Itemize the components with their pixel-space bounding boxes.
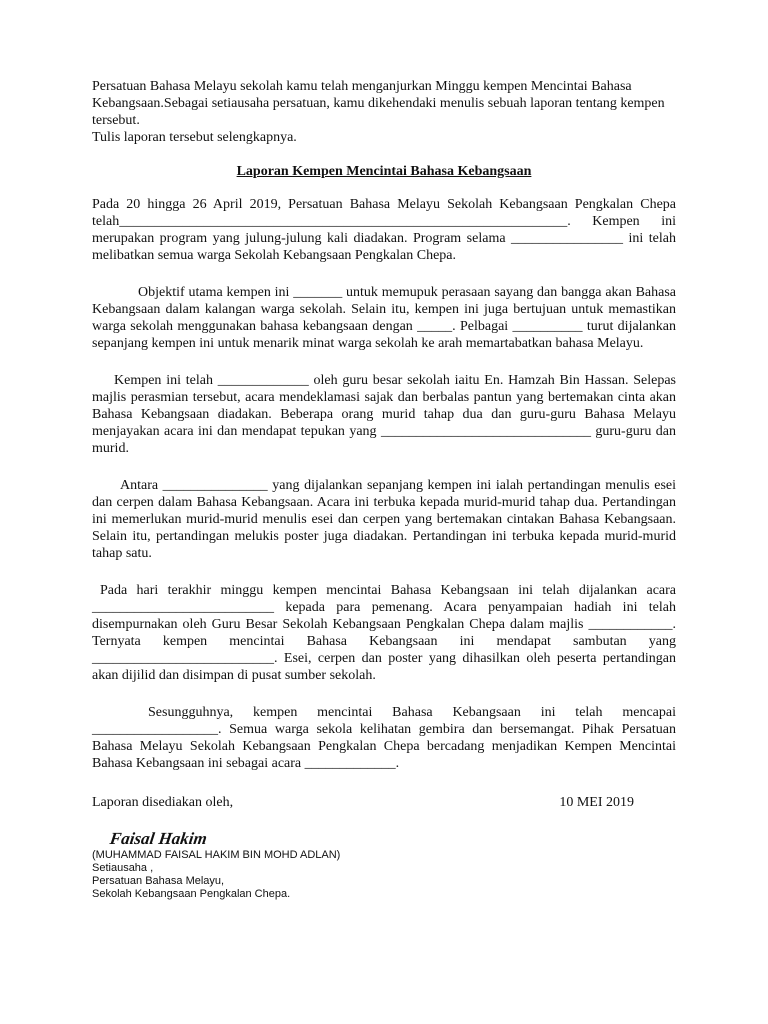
paragraph-opening: Kempen ini telah _____________ oleh guru besar sekolah iaitu En. Hamzah Bin Hassan. Selepas majlis perasmian tersebut, acara mendeklamasi sajak dan berbalas pantun yang bertemakan cinta akan Bahasa Kebangsaan diadakan. Beberapa orang murid tahap dua dan guru-guru Bahasa Melayu menjayakan acara ini dan mendapat tepukan yang ______________________________ guru-guru dan murid.: [92, 373, 676, 456]
report-footer-row: [92, 794, 676, 811]
paragraph-introduction: Pada 20 hingga 26 April 2019, Persatuan Bahasa Melayu Sekolah Kebangsaan Pengkalan Chepa telah________________________________________________________________. Kempen ini merupakan program yang julung-julung kali diadakan. Program selama ________________ ini telah melibatkan semua warga Sekolah Kebangsaan Pengkalan Chepa.: [92, 197, 676, 263]
prompt-task: Tulis laporan tersebut selengkapnya.: [92, 130, 297, 145]
report-date: 10 MEI 2019: [559, 795, 634, 810]
paragraph-objective: Objektif utama kempen ini _______ untuk memupuk perasaan sayang dan bangga akan Bahasa Kebangsaan dalam kalangan warga sekolah. Selain itu, kempen ini juga bertujuan untuk memastikan warga sekolah menggunakan bahasa kebangsaan dengan _____. Pelbagai __________ turut dijalankan sepanjang kempen ini untuk menarik minat warga sekolah ke arah memartabatkan bahasa Melayu.: [92, 285, 676, 351]
signer-name: (MUHAMMAD FAISAL HAKIM BIN MOHD ADLAN): [92, 849, 341, 861]
handwritten-signature: Faisal Hakim: [108, 829, 209, 848]
report-title: Laporan Kempen Mencintai Bahasa Kebangsaan: [236, 164, 532, 179]
signer-position: Setiausaha ,: [92, 862, 154, 874]
paragraph-competitions: Antara _______________ yang dijalankan sepanjang kempen ini ialah pertandingan menulis esei dan cerpen dalam Bahasa Kebangsaan. Acara ini terbuka kepada murid-murid tahap dua. Pertandingan ini memerlukan murid-murid menulis esei dan cerpen yang bertemakan cintakan Bahasa Kebangsaan. Selain itu, pertandingan melukis poster juga diadakan. Pertandingan ini terbuka kepada murid-murid tahap satu.: [92, 478, 676, 561]
report-document: [92, 78, 676, 901]
signer-organization: Persatuan Bahasa Melayu,: [92, 875, 225, 887]
paragraph-conclusion: Sesungguhnya, kempen mencintai Bahasa Kebangsaan ini telah mencapai __________________. Semua warga sekola kelihatan gembira dan bersemangat. Pihak Persatuan Bahasa Melayu Sekolah Kebangsaan Pengkalan Chepa bercadang menjadikan Kempen Mencintai Bahasa Kebangsaan ini sebagai acara _____________.: [92, 705, 676, 771]
prepared-by-label: Laporan disediakan oleh,: [92, 795, 234, 810]
signer-details: [92, 849, 676, 901]
report-body: [92, 196, 676, 772]
signer-school: Sekolah Kebangsaan Pengkalan Chepa.: [92, 888, 291, 900]
paragraph-prize-giving: Pada hari terakhir minggu kempen mencintai Bahasa Kebangsaan ini telah dijalankan acara __________________________ kepada para pemenang. Acara penyampaian hadiah ini telah disempurnakan oleh Guru Besar Sekolah Kebangsaan Pengkalan Chepa dalam majlis ____________. Ternyata kempen mencintai Bahasa Kebangsaan ini mendapat sambutan yang __________________________. Esei, cerpen dan poster yang dihasilkan oleh peserta pertandingan akan dijilid dan disimpan di pusat sumber sekolah.: [92, 583, 676, 683]
question-prompt: [92, 78, 676, 146]
prompt-instruction: Persatuan Bahasa Melayu sekolah kamu telah menganjurkan Minggu kempen Mencintai Bahasa Kebangsaan.Sebagai setiausaha persatuan, kamu dikehendaki menulis sebuah laporan tentang kempen tersebut.: [92, 79, 665, 128]
